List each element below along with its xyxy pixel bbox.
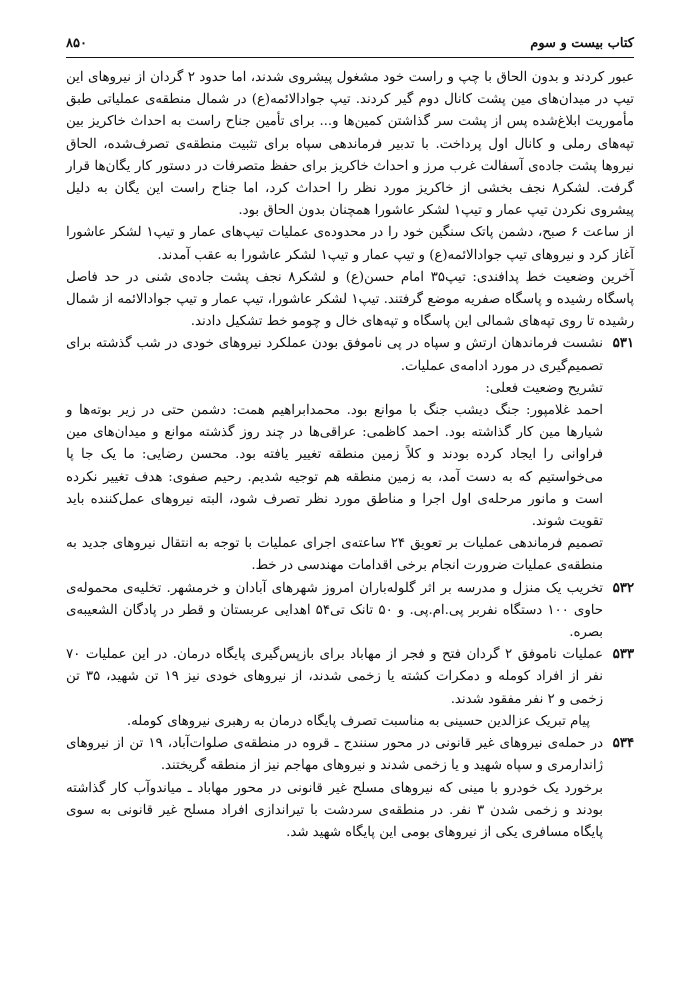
intro-paragraph: از ساعت ۶ صبح، دشمن پاتک سنگین خود را در محدوده‌ی عملیات تیپ‌های عمار و تیپ۱ لشکر عاشورا آغاز کرد و نیروهای تیپ جوادالائمه(ع) و تیپ عمار و تیپ۱ لشکر عاشورا به عقب آمدند. [66, 225, 634, 263]
entry-text: عملیات ناموفق ۲ گردان فتح و فجر از مهاباد برای بازپس‌گیری پایگاه درمان. در این عملیات ۷۰ نفر از افراد کومله و دمکرات کشته یا زخمی شدند، از نیروهای خودی نیز ۱۹ تن شهید، ۳۵ تن زخمی و ۲ نفر مفقود شدند. [66, 647, 603, 707]
running-header-title: کتاب بیست و سوم [530, 36, 634, 51]
entry-number: ۵۳۴ [612, 736, 634, 752]
page-number: ۸۵۰ [66, 36, 87, 51]
entry-number: ۵۳۱ [612, 336, 634, 352]
entry-subparagraph: تصمیم فرماندهی عملیات بر تعویق ۲۴ ساعته‌ی اجرای عملیات با توجه به انتقال نیروهای جدید به منطقه‌ی عملیات ضرورت انجام برخی اقدامات مهندسی در خط. [66, 536, 603, 574]
chronology-entry-532 [66, 578, 634, 645]
chronology-entry-533 [66, 644, 634, 711]
intro-paragraph: آخرین وضعیت خط پدافندی: تیپ۳۵ امام حسن(ع) و لشکر۸ نجف پشت جاده‌ی شنی در حد فاصل پاسگاه رشیده و پاسگاه صفریه موضع گرفتند. تیپ۱ لشکر عاشورا، تیپ عمار و تیپ جوادالائمه از شمال رشیده تا روی تپه‌های شمالی این پاسگاه و تپه‌های خال و چومو خط تشکیل دادند. [66, 269, 635, 330]
entry-text: تخریب یک منزل و مدرسه بر اثر گلوله‌باران امروز شهرهای آبادان و خرمشهر. تخلیه‌ی محموله‌ی حاوی ۱۰۰ دستگاه نفربر پی.ام.پی. و ۵۰ تانک تی۵۴ اهدایی عربستان و قطر در پادگان الشعیبه‌ی بصره. [66, 580, 604, 641]
header-divider [66, 57, 634, 58]
entry-subparagraph: تشریح وضعیت فعلی: [485, 380, 603, 396]
entry-text: نشست فرماندهان ارتش و سپاه در پی ناموفق بودن عملکرد نیروهای خودی در شب گذشته برای تصمیم‌گیری در مورد ادامه‌ی عملیات. [66, 336, 603, 374]
entry-subparagraph: احمد غلامپور: جنگ دیشب جنگ با موانع بود. محمدابراهیم همت: دشمن حتی در زیر بوته‌ها و شیارها مین کار گذاشته بود. احمد کاظمی: عراقی‌ها در چند روز گذشته موانع و میدان‌های مین فراوانی را ایجاد کرده بودند و کلاً زمین منطقه تغییر یافته بود. محسن رضایی: ما یک جا پا می‌خواستیم که به دست آمد، به زمین منطقه هم توجیه شدیم. رحیم صفوی: هدف تغییر نکرده است و مانور مرحله‌ی اول اجرا و مناطق مورد نظر تصرف شود، البته نیروهای عمل‌کننده باید تقویت شوند. [66, 403, 603, 530]
intro-paragraph: عبور کردند و بدون الحاق با چپ و راست خود مشغول پیشروی شدند، اما حدود ۲ گردان از نیروهای این تیپ در میدان‌های مین پشت کانال دوم گیر کردند. تیپ جوادالائمه(ع) در شمال منطقه‌ی عملیاتی طبق مأموریت ابلاغ‌شده پس از پشت سر گذاشتن کمین‌ها و... برای تأمین جناح راست به احداث خاکریز بین تپه‌های رملی و کانال اول پرداخت. با تدبیر فرماندهی سپاه برای تثبیت منطقه‌ی تصرف‌شده، الحاق نیروها پشت جاده‌ی آسفالت غرب مرز و احداث خاکریز برای حفظ متصرفات در دستور کار یگان‌ها قرار گرفت. لشکر۸ نجف بخشی از خاکریز مورد نظر را احداث کرد، اما جناح راست این یگان به دلیل پیشروی نکردن تیپ عمار و تیپ۱ لشکر عاشورا همچنان بدون الحاق بود. [66, 70, 634, 219]
page-body [66, 67, 634, 844]
entry-number: ۵۳۳ [612, 647, 634, 663]
entry-number: ۵۳۲ [612, 580, 634, 596]
entry-text: در حمله‌ی نیروهای غیر قانونی در محور سنندج ـ قروه در منطقه‌ی صلوات‌آباد، ۱۹ تن از نیروهای ژاندارمری و سپاه شهید و یا زخمی شدند و نیروهای مهاجم نیز از منطقه گریختند. [66, 736, 603, 774]
chronology-entry-534 [66, 733, 634, 777]
entry-indented-note: پیام تبریک عزالدین حسینی به مناسبت تصرف پایگاه درمان به رهبری نیروهای کومله. [126, 713, 590, 729]
chronology-entry-531 [66, 333, 634, 377]
entry-subparagraph: برخورد یک خودرو با مینی که نیروهای مسلح غیر قانونی در محور مهاباد ـ میاندوآب کار گذاشته بودند و زخمی شدن ۳ نفر. در منطقه‌ی سردشت با تیراندازی افراد مسلح غیر قانونی به سوی پایگاه مسافری یکی از نیروهای بومی این پایگاه شهید شد. [66, 780, 603, 840]
